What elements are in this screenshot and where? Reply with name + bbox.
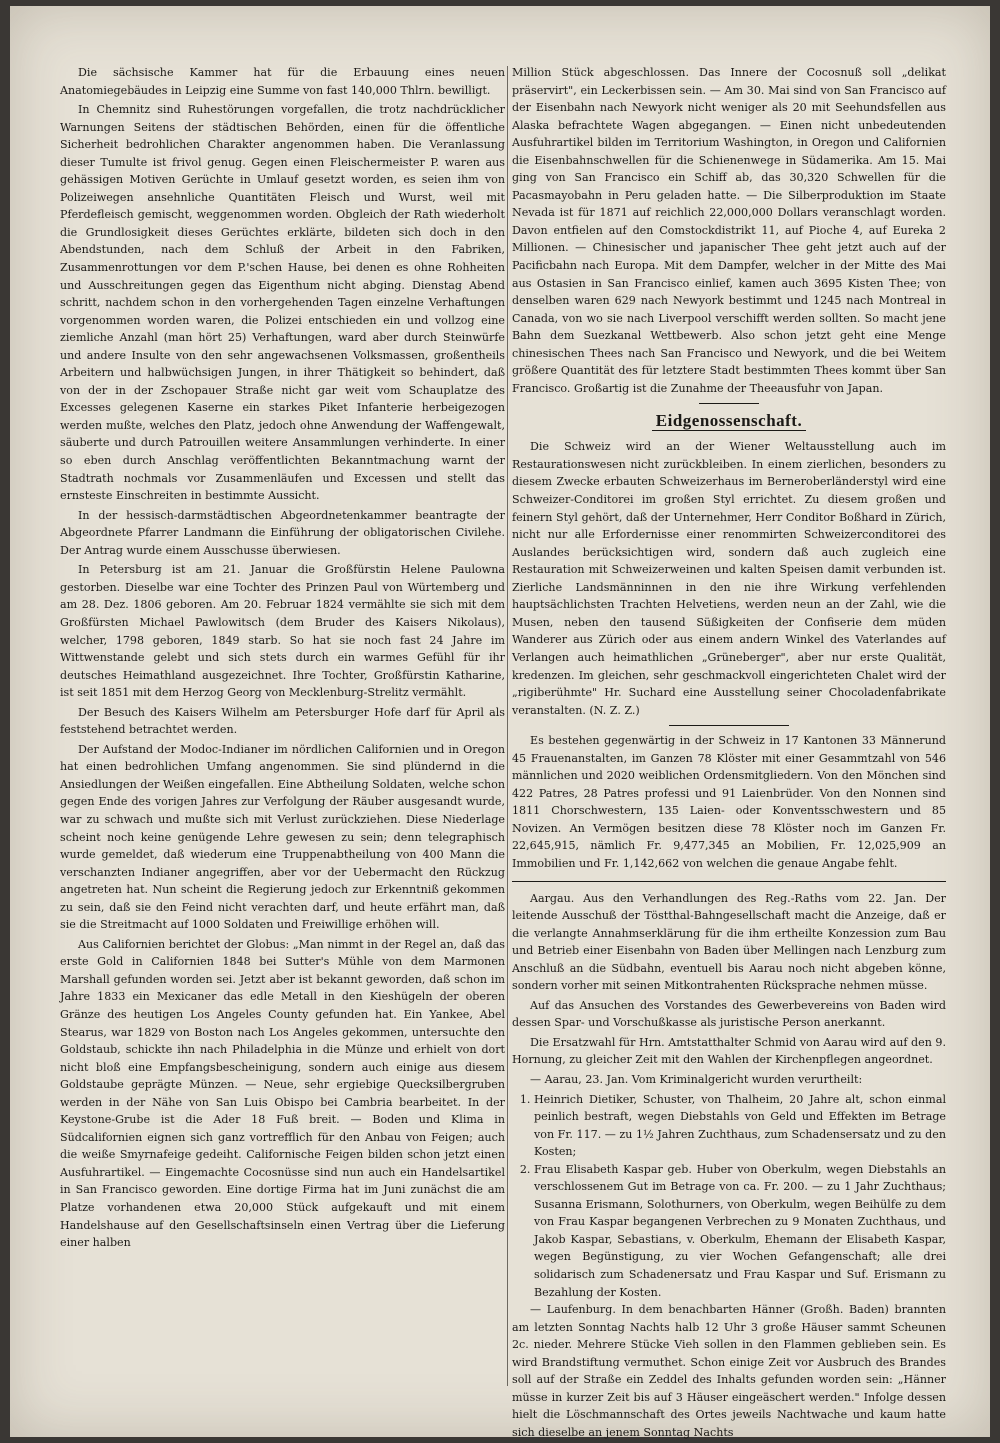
article-aarau-court: — Aarau, 23. Jan. Vom Kriminalgericht wurden verurtheilt: (530, 1072, 863, 1086)
column-divider (507, 66, 508, 1386)
separator-rule (512, 881, 946, 882)
article-california: Aus Californien berichtet der Globus: „Man nimmt in der Regel an, daß das erste Gold in Californien 1848 bei Sutter's Mühle von dem Marmonen Marshall gefunden worden sei. Jetzt aber ist bekannt geworden, daß schon im Jahre 1833 ein Mexicaner das edle Metall in den Kieshügeln der oberen Gränze des heutigen Los Angeles County gefunden hat. Ein Yankee, Abel Stearus, war 1829 von Boston nach Los Angeles gekommen, untersuchte den Goldstaub, schickte ihn nach Philadelphia in die Münze und erhielt von dort nicht bloß eine Empfangsbescheinigung, sondern auch einige aus diesem Goldstaube geprägte Münzen. — Neue, sehr ergiebige Quecksilbergruben werden in der Nähe von San Luis Obispo bei Cambria bearbeitet. In der Keystone-Grube ist die Ader 18 Fuß breit. — Boden und Klima in Südcalifornien eignen sich ganz vortrefflich für den Anbau von Feigen; auch die weiße Smyrnafeige gedeiht. Californische Feigen bilden schon jetzt einen Ausfuhrartikel. — Eingemachte Cocosnüsse sind nun auch ein Handelsartikel in San Francisco geworden. Eine dortige Firma hat im Juni zunächst die am Platze vorhandenen etwa 20,000 Stück aufgekauft und mit einem Handelshause auf den Gesellschaftsinseln einen Vertrag über die Lieferung einer halben (60, 937, 505, 1250)
article-california-cont: Million Stück abgeschlossen. Das Innere der Cocosnuß soll „delikat präservirt", ein Leckerbissen sein. — Am 30. Mai sind von San Francisco auf der Eisenbahn nach Newyork nicht weniger als 20 mit Seehundsfellen aus Alaska befrachtete Wagen abgegangen. — Einen nicht unbedeutenden Ausfuhrartikel bilden im Territorium Washington, in Oregon und Californien die Eisenbahnschwellen für die Schienenwege in Südamerika. Am 15. Mai ging von San Francisco ein Schiff ab, das 30,320 Schwellen für die Pacasmayobahn in Peru geladen hatte. — Die Silberproduktion im Staate Nevada ist für 1871 auf reichlich 22,000,000 Dollars veranschlagt worden. Davon entfielen auf den Comstockdistrikt 11, auf Pioche 4, auf Eureka 2 Millionen. — Chinesischer und japanischer Thee geht jetzt auch auf der Pacificbahn nach Europa. Mit dem Dampfer, welcher in der Mitte des Mai aus Ostasien in San Francisco einlief, kamen auch 3695 Kisten Thee; von denselben waren 629 nach Newyork bestimmt und 1245 nach Montreal in Canada, von wo sie nach Liverpool verschifft werden sollten. So macht jene Bahn dem Suezkanal Wettbewerb. Also schon jetzt geht eine Menge chinesischen Thees nach San Francisco und Newyork, und die bei Weitem größere Quantität des für letztere Stadt bestimmten Thees kommt über San Francisco. Großartig ist die Zunahme der Theeausfuhr von Japan. (512, 66, 946, 395)
verdict-list (512, 1091, 946, 1302)
section-heading: Eidgenossenschaft. (512, 410, 946, 432)
right-column (512, 64, 946, 1443)
left-column (60, 64, 505, 1254)
article-chemnitz: In Chemnitz sind Ruhestörungen vorgefallen, die trotz nachdrücklicher Warnungen Seitens der städtischen Behörden, einen für die öffentliche Sicherheit bedrohlichen Charakter angenommen haben. Die Veranlassung dieser Tumulte ist frivol genug. Gegen einen Fleischermeister P. waren aus gehässigen Motiven Gerüchte in Umlauf gesetzt worden, es seien ihm von Polizeiwegen ansehnliche Quantitäten Fleisch und Wurst, weil mit Pferdefleisch gemischt, weggenommen worden. Obgleich der Rath wiederholt die Grundlosigkeit dieses Gerüchtes erklärte, bildeten sich doch in den Abendstunden, nach dem Schluß der Arbeit in den Fabriken, Zusammenrottungen vor dem P.'schen Hause, bei denen es ohne Rohheiten und Ausschreitungen gegen das Eigenthum nicht abging. Dienstag Abend schritt, nachdem schon in den vorhergehenden Tagen einzelne Verhaftungen vorgenommen worden waren, die Polizei entschieden ein und vollzog eine ziemliche Anzahl (man hört 25) Verhaftungen, ward aber durch Steinwürfe und andere Insulte von den sehr angewachsenen Volksmassen, großentheils Arbeitern und halbwüchsigen Jungen, in ihrer Thätigkeit so behindert, daß von der in der Zschopauer Straße nicht gar weit vom Schauplatze des Excesses gelegenen Kaserne ein starkes Piket Infanterie herbeigezogen werden mußte, welches den Platz, jedoch ohne Anwendung der Waffengewalt, säuberte und durch Patrouillen weitere Ansammlungen verhinderte. In einer so eben durch Anschlag veröffentlichten Bekanntmachung warnt der Stadtrath nochmals vor Zusammenläufen und Excessen und stellt das ernsteste Einschreiten in bestimmte Aussicht. (60, 103, 505, 503)
article-vienna-expo: Die Schweiz wird an der Wiener Weltausstellung auch im Restaurationswesen nicht zurückbleiben. In einem zierlichen, besonders zu diesem Zwecke erbauten Schweizerhaus im Berneroberländerstyl wird eine Schweizer-Conditorei im großen Styl errichtet. Zu diesem großen und feinern Styl gehört, daß der Unternehmer, Herr Conditor Boßhard in Zürich, nicht nur alle Erfordernisse einer renommirten Schweizerconditorei des Auslandes berücksichtigen wird, sondern daß auch zugleich eine Restauration mit Schweizerweinen und kalten Speisen damit verbunden ist. Zierliche Landsmänninnen in den nie ihre Wirkung verfehlenden hauptsächlichsten Trachten Helvetiens, werden neun an der Zahl, wie die Musen, neben den tausend Süßigkeiten der Confiserie dem müden Wanderer aus Zürich oder aus einem andern Winkel des Vaterlandes auf Verlangen auch heimathlichen „Grüneberger", aber nur erste Qualität, kredenzen. Im gleichen, sehr geschmackvoll eingerichteten Chalet wird der „rigiberühmte" Hr. Suchard eine Ausstellung seiner Chocoladenfabrikate veranstalten. (N. Z. Z.) (512, 440, 946, 717)
article-laufenburg: — Laufenburg. In dem benachbarten Hänner (Großh. Baden) brannten am letzten Sonntag Nachts halb 12 Uhr 3 große Häuser sammt Scheunen 2c. nieder. Mehrere Stücke Vieh sollen in den Flammen geblieben sein. Es wird Brandstiftung vermuthet. Schon einige Zeit vor Ausbruch des Brandes soll auf der Straße ein Zeddel des Inhalts gefunden worden sein: „Hänner müsse in kurzer Zeit bis auf 3 Häuser eingeäschert werden." Infolge dessen hielt die Löschmannschaft des Ortes jeweils Nachtwache und kaum hatte sich dieselbe an jenem Sonntag Nachts (512, 1303, 946, 1439)
article-saxony: Die sächsische Kammer hat für die Erbauung eines neuen Anatomiegebäudes in Leipzig eine Summe von fast 140,000 Thlrn. bewilligt. (60, 66, 505, 97)
separator-rule (669, 725, 789, 726)
list-item: 1. Heinrich Dietiker, Schuster, von Thalheim, 20 Jahre alt, schon einmal peinlich bestraft, wegen Diebstahls von Geld und Effekten im Betrage von Fr. 117. — zu 1½ Jahren Zuchthaus, zum Schadensersatz und zu den Kosten; (534, 1091, 946, 1161)
article-election: Die Ersatzwahl für Hrn. Amtstatthalter Schmid von Aarau wird auf den 9. Hornung, zu gleicher Zeit mit den Wahlen der Kirchenpflegen angeordnet. (512, 1035, 946, 1067)
article-baden-savings: Auf das Ansuchen des Vorstandes des Gewerbevereins von Baden wird dessen Spar- und Vorschußkasse als juristische Person anerkannt. (512, 998, 946, 1030)
list-item: 2. Frau Elisabeth Kaspar geb. Huber von Oberkulm, wegen Diebstahls an verschlossenem Gut im Betrage von ca. Fr. 200. — zu 1 Jahr Zuchthaus; Susanna Erismann, Solothurners, von Oberkulm, wegen Beihülfe zu dem von Frau Kaspar begangenen Verbrechen zu 9 Monaten Zuchthaus, und Jakob Kaspar, Sebastians, v. Oberkulm, Ehemann der Elisabeth Kaspar, wegen Begünstigung, zu vier Wochen Gefangenschaft; alle drei solidarisch zum Schadenersatz und Frau Kaspar und Suf. Erismann zu Bezahlung der Kosten. (534, 1161, 946, 1301)
article-modoc: Der Aufstand der Modoc-Indianer im nördlichen Californien und in Oregon hat einen bedrohlichen Umfang angenommen. Sie sind plündernd in die Ansiedlungen der Weißen eingefallen. Eine Abtheilung Soldaten, welche schon gegen Ende des vorigen Jahres zur Verfolgung der Räuber ausgesandt wurde, war zu schwach und mußte sich mit Verlust zurückziehen. Diese Niederlage scheint noch keine genügende Lehre gewesen zu sein; denn telegraphisch wurde gemeldet, daß wiederum eine Truppenabtheilung von 400 Mann die verschanzten Indianer angegriffen, aber vor der Uebermacht den Rückzug angetreten hat. Nun scheint die Regierung jedoch zur Erkenntniß gekommen zu sein, daß sie den Feind nicht verachten darf, und heute erfährt man, daß sie die Streitmacht auf 1000 Soldaten und Freiwillige erhöhen will. (60, 742, 505, 932)
article-kaiser-visit: Der Besuch des Kaisers Wilhelm am Petersburger Hofe darf für April als feststehend betrachtet werden. (60, 705, 505, 737)
article-hesse: In der hessisch-darmstädtischen Abgeordnetenkammer beantragte der Abgeordnete Pfarrer Landmann die Einführung der obligatorischen Civilehe. Der Antrag wurde einem Ausschusse überwiesen. (60, 508, 505, 557)
article-monasteries: Es bestehen gegenwärtig in der Schweiz in 17 Kantonen 33 Männerund 45 Frauenanstalten, im Ganzen 78 Klöster mit einer Gesammtzahl von 546 männlichen und 2020 weiblichen Ordensmitgliedern. Von den Mönchen sind 422 Patres, 28 Patres professi und 91 Laienbrüder. Von den Nonnen sind 1811 Chorschwestern, 135 Laien- oder Konventsschwestern und 85 Novizen. An Vermögen besitzen diese 78 Klöster noch im Ganzen Fr. 22,645,915, nämlich Fr. 9,477,345 an Mobilien, Fr. 12,025,909 an Immobilien und Fr. 1,142,662 von welchen die genaue Angabe fehlt. (512, 734, 946, 870)
newspaper-page (10, 6, 990, 1437)
separator-rule (699, 403, 759, 404)
article-aargau: Aargau. Aus den Verhandlungen des Reg.-Raths vom 22. Jan. Der leitende Ausschuß der Töstthal-Bahngesellschaft macht die Anzeige, daß er die verlangte Annahmserklärung für die ihm ertheilte Konzession zum Bau und Betrieb einer Eisenbahn von Baden über Mellingen nach Lenzburg zum Anschluß an die Südbahn, eventuell bis Aarau noch nicht abgeben könne, sondern vorher mit seinen Mitkontrahenten Rücksprache nehmen müsse. (512, 891, 946, 993)
article-petersburg: In Petersburg ist am 21. Januar die Großfürstin Helene Paulowna gestorben. Dieselbe war eine Tochter des Prinzen Paul von Würtemberg und am 28. Dez. 1806 geboren. Am 20. Februar 1824 vermählte sie sich mit dem Großfürsten Michael Pawlowitsch (dem Bruder des Kaisers Nikolaus), welcher, 1798 geboren, 1849 starb. So hat sie noch fast 24 Jahre im Wittwenstande gelebt und sich stets durch ein warmes Gefühl für ihr deutsches Heimathland ausgezeichnet. Ihre Tochter, Großfürstin Katharine, ist seit 1851 mit dem Herzog Georg von Mecklenburg-Strelitz vermählt. (60, 563, 505, 700)
